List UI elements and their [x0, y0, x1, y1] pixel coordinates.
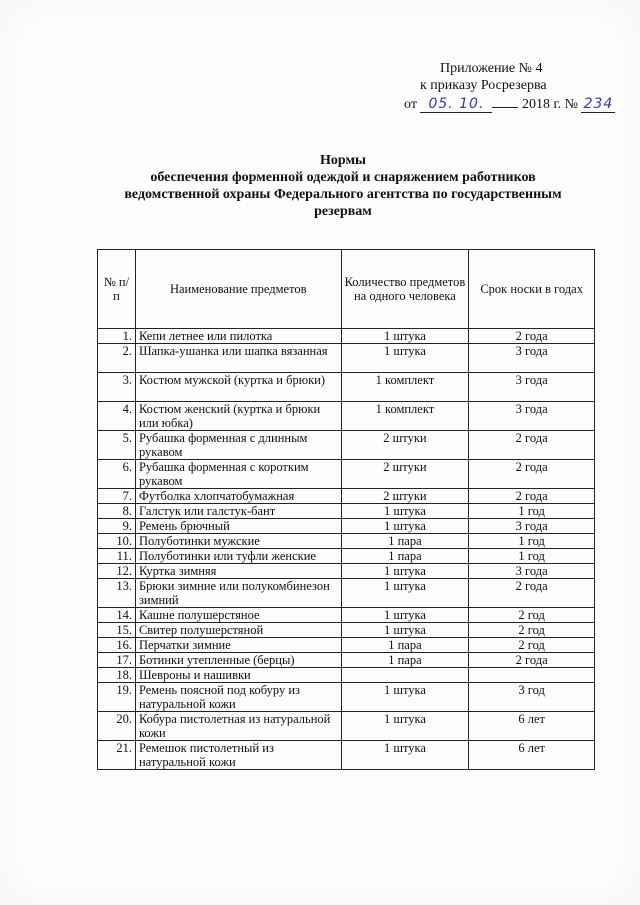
table-row: [98, 373, 595, 402]
quantity-cell: 1 штука: [341, 504, 469, 519]
quantity-cell: 1 штука: [341, 329, 469, 344]
item-name-cell: Куртка зимняя: [135, 564, 341, 579]
wear-term-cell: 6 лет: [469, 741, 595, 770]
item-name-cell: Костюм мужской (куртка и брюки): [135, 373, 341, 402]
table-row: [98, 519, 595, 534]
item-name-cell: Футболка хлопчатобумажная: [135, 489, 341, 504]
handwritten-date: 05. 10.: [420, 97, 492, 113]
table-row: [98, 741, 595, 770]
table-row: [98, 608, 595, 623]
wear-term-cell: 2 года: [469, 489, 595, 504]
item-name-cell: Галстук или галстук-бант: [135, 504, 341, 519]
row-number-cell: 1.: [98, 329, 136, 344]
wear-term-cell: 3 года: [469, 344, 595, 373]
title-line-4: резервам: [314, 204, 372, 219]
quantity-cell: 2 штуки: [341, 489, 469, 504]
wear-term-cell: 2 года: [469, 579, 595, 608]
quantity-cell: 1 штука: [341, 608, 469, 623]
quantity-cell: 1 пара: [341, 549, 469, 564]
year-text: 2018 г. №: [521, 97, 578, 112]
table-row: [98, 668, 595, 683]
row-number-cell: 8.: [98, 504, 136, 519]
item-name-cell: Кобура пистолетная из натуральной кожи: [135, 712, 341, 741]
appendix-label: Приложение № 4: [440, 61, 543, 76]
wear-term-cell: 2 год: [469, 623, 595, 638]
item-name-cell: Ремень поясной под кобуру из натуральной кожи: [135, 683, 341, 712]
wear-term-cell: [469, 668, 595, 683]
table-row: [98, 460, 595, 489]
item-name-cell: Свитер полушерстяной: [135, 623, 341, 638]
item-name-cell: Полуботинки мужские: [135, 534, 341, 549]
quantity-cell: 1 штука: [341, 623, 469, 638]
row-number-cell: 7.: [98, 489, 136, 504]
row-number-cell: 11.: [98, 549, 136, 564]
wear-term-cell: 2 года: [469, 431, 595, 460]
order-date-line: [340, 94, 614, 113]
row-number-cell: 13.: [98, 579, 136, 608]
document-title: [88, 152, 598, 220]
row-number-cell: 4.: [98, 402, 136, 431]
row-number-cell: 10.: [98, 534, 136, 549]
row-number-cell: 6.: [98, 460, 136, 489]
table-row: [98, 489, 595, 504]
row-number-cell: 20.: [98, 712, 136, 741]
row-number-cell: 17.: [98, 653, 136, 668]
title-line-2: обеспечения форменной одеждой и снаряжением работников: [150, 170, 536, 185]
wear-term-cell: 1 год: [469, 549, 595, 564]
title-line-3: ведомственной охраны Федерального агентства по государственным: [124, 187, 562, 202]
item-name-cell: Перчатки зимние: [135, 638, 341, 653]
quantity-cell: 1 пара: [341, 653, 469, 668]
table-row: [98, 504, 595, 519]
item-name-cell: Кашне полушерстяное: [135, 608, 341, 623]
table-row: [98, 712, 595, 741]
quantity-cell: 2 штуки: [341, 431, 469, 460]
wear-term-cell: 3 года: [469, 564, 595, 579]
handwritten-order-number: 234: [581, 97, 615, 113]
table-row: [98, 579, 595, 608]
column-header-term: Срок носки в годах: [469, 250, 595, 329]
wear-term-cell: 2 года: [469, 460, 595, 489]
quantity-cell: 2 штуки: [341, 460, 469, 489]
table-row: [98, 431, 595, 460]
table-row: [98, 402, 595, 431]
row-number-cell: 19.: [98, 683, 136, 712]
row-number-cell: 18.: [98, 668, 136, 683]
row-number-cell: 15.: [98, 623, 136, 638]
table-header-row: [98, 250, 595, 329]
wear-term-cell: 3 года: [469, 519, 595, 534]
column-header-quantity: Количество предметов на одного человека: [341, 250, 469, 329]
item-name-cell: Ремень брючный: [135, 519, 341, 534]
quantity-cell: 1 штука: [341, 344, 469, 373]
table-row: [98, 653, 595, 668]
quantity-cell: 1 штука: [341, 579, 469, 608]
table-row: [98, 549, 595, 564]
quantity-cell: 1 комплект: [341, 373, 469, 402]
table-body: [98, 329, 595, 770]
norms-table: [97, 249, 595, 770]
wear-term-cell: 3 года: [469, 402, 595, 431]
item-name-cell: Рубашка форменная с длинным рукавом: [135, 431, 341, 460]
wear-term-cell: 3 года: [469, 373, 595, 402]
table-row: [98, 534, 595, 549]
row-number-cell: 5.: [98, 431, 136, 460]
item-name-cell: Кепи летнее или пилотка: [135, 329, 341, 344]
title-line-1: Нормы: [320, 153, 366, 168]
table-row: [98, 564, 595, 579]
wear-term-cell: 2 года: [469, 653, 595, 668]
quantity-cell: 1 штука: [341, 712, 469, 741]
quantity-cell: 1 пара: [341, 638, 469, 653]
quantity-cell: 1 пара: [341, 534, 469, 549]
row-number-cell: 16.: [98, 638, 136, 653]
quantity-cell: 1 штука: [341, 741, 469, 770]
item-name-cell: Ремешок пистолетный из натуральной кожи: [135, 741, 341, 770]
wear-term-cell: 1 год: [469, 504, 595, 519]
wear-term-cell: 1 год: [469, 534, 595, 549]
wear-term-cell: 2 год: [469, 638, 595, 653]
quantity-cell: 1 штука: [341, 564, 469, 579]
wear-term-cell: 2 год: [469, 608, 595, 623]
order-reference: к приказу Росрезерва: [420, 78, 547, 93]
row-number-cell: 12.: [98, 564, 136, 579]
item-name-cell: Полуботинки или туфли женские: [135, 549, 341, 564]
item-name-cell: Рубашка форменная с коротким рукавом: [135, 460, 341, 489]
table-row: [98, 623, 595, 638]
row-number-cell: 21.: [98, 741, 136, 770]
table-row: [98, 344, 595, 373]
table-row: [98, 638, 595, 653]
column-header-name: Наименование предметов: [135, 250, 341, 329]
wear-term-cell: 6 лет: [469, 712, 595, 741]
row-number-cell: 3.: [98, 373, 136, 402]
quantity-cell: [341, 668, 469, 683]
item-name-cell: Шевроны и нашивки: [135, 668, 341, 683]
row-number-cell: 2.: [98, 344, 136, 373]
quantity-cell: 1 комплект: [341, 402, 469, 431]
date-underline: [492, 94, 518, 108]
row-number-cell: 9.: [98, 519, 136, 534]
row-number-cell: 14.: [98, 608, 136, 623]
date-prefix: от: [404, 97, 417, 112]
wear-term-cell: 2 года: [469, 329, 595, 344]
document-header: [340, 60, 614, 113]
quantity-cell: 1 штука: [341, 519, 469, 534]
table-row: [98, 683, 595, 712]
item-name-cell: Брюки зимние или полукомбинезон зимний: [135, 579, 341, 608]
table-row: [98, 329, 595, 344]
item-name-cell: Костюм женский (куртка и брюки или юбка): [135, 402, 341, 431]
item-name-cell: Шапка-ушанка или шапка вязанная: [135, 344, 341, 373]
column-header-number: № п/п: [98, 250, 136, 329]
item-name-cell: Ботинки утепленные (берцы): [135, 653, 341, 668]
wear-term-cell: 3 год: [469, 683, 595, 712]
quantity-cell: 1 штука: [341, 683, 469, 712]
